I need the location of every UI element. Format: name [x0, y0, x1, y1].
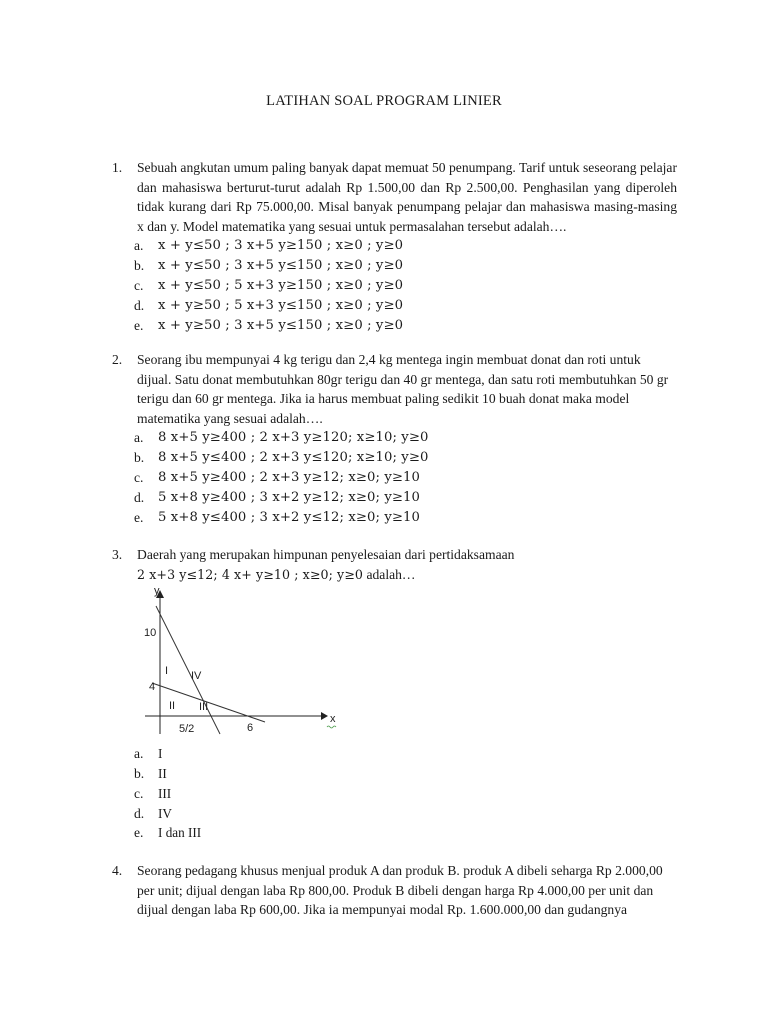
option-b: b. x + y≤50 ; 3 x+5 y≤150 ; x≥0 ; y≥0: [134, 258, 404, 274]
option-c: c. 8 x+5 y≥400 ; 2 x+3 y≥12; x≥0; y≥10: [134, 469, 421, 485]
option-a: a. I: [134, 746, 163, 762]
option-e: e. I dan III: [134, 825, 202, 841]
question-text: Sebuah angkutan umum paling banyak dapat memuat 50 penumpang. Tarif untuk seseorang pelajar dan mahasiswa berturut-turut adalah Rp 1.500,00 dan Rp 2.500,00. Penghasilan yang diperoleh tidak kurang dari Rp 75.000,00. Misal banyak penumpang pelajar dan mahasiswa masing-masing x dan y. Model matematika yang sesuai untuk permasalahan tersebut adalah….: [137, 160, 677, 234]
option-b: b. 8 x+5 y≤400 ; 2 x+3 y≤120; x≥10; y≥0: [134, 450, 429, 466]
option-e: e. 5 x+8 y≤400 ; 3 x+2 y≤12; x≥0; y≥10: [134, 509, 421, 525]
region-IV: IV: [191, 670, 202, 683]
question-2: [112, 350, 677, 527]
option-b: b. II: [134, 765, 167, 781]
option-e: e. x + y≥50 ; 3 x+5 y≤150 ; x≥0 ; y≥0: [134, 317, 404, 333]
x-axis-arrow: [321, 712, 328, 720]
question-text: Seorang ibu mempunyai 4 kg terigu dan 2,4 kg mentega ingin membuat donat dan roti untuk dijual. Satu donat membutuhkan 80gr terigu dan 40 gr mentega, dan satu roti membutuhkan 50 gr terigu dan 60 gr mentega. Jika ia harus membuat paling sedikit 10 buah donat maka model matematika yang sesuai adalah….: [137, 352, 669, 426]
tick-5-2: 5/2: [179, 723, 195, 736]
question-3: [112, 545, 677, 843]
option-d: d. IV: [134, 805, 172, 821]
question-number: 4.: [112, 863, 123, 878]
question-number: 3.: [112, 547, 123, 562]
axis-x-label: x: [330, 713, 336, 726]
question-number: 2.: [112, 352, 123, 367]
option-a: a. x + y≤50 ; 3 x+5 y≥150 ; x≥0 ; y≥0: [134, 238, 404, 254]
question-text: Daerah yang merupakan himpunan penyelesaian dari pertidaksamaan: [137, 547, 515, 562]
inequality-system: 2 x+3 y≤12; 4 x+ y≥10 ; x≥0; y≥0 adalah…: [137, 566, 416, 582]
feasible-region-graph: [141, 586, 356, 746]
option-a: a. 8 x+5 y≥400 ; 2 x+3 y≥120; x≥10; y≥0: [134, 430, 429, 446]
region-II: II: [169, 700, 176, 713]
option-c: c. III: [134, 785, 172, 801]
option-d: d. 5 x+8 y≥400 ; 3 x+2 y≥12; x≥0; y≥10: [134, 489, 421, 505]
tick-10: 10: [144, 627, 157, 640]
option-c: c. x + y≤50 ; 5 x+3 y≥150 ; x≥0 ; y≥0: [134, 277, 404, 293]
question-1: [112, 158, 677, 335]
region-I: I: [165, 665, 169, 678]
spellcheck-squiggle: [327, 726, 336, 728]
question-number: 1.: [112, 160, 123, 175]
axis-y-label: y: [154, 586, 160, 598]
tick-6: 6: [247, 722, 254, 735]
tick-4: 4: [149, 681, 156, 694]
question-4: [112, 861, 677, 920]
region-III: III: [199, 701, 209, 714]
option-d: d. x + y≥50 ; 5 x+3 y≤150 ; x≥0 ; y≥0: [134, 297, 404, 313]
question-text: Seorang pedagang khusus menjual produk A dan produk B. produk A dibeli seharga Rp 2.000,00 per unit; dijual dengan laba Rp 800,00. Produk B dibeli dengan harga Rp 4.000,00 per unit dan dijual dengan laba Rp 600,00. Jika ia mempunyai modal Rp. 1.600.000,00 dan gudangnya: [137, 863, 663, 918]
page-title: LATIHAN SOAL PROGRAM LINIER: [266, 93, 502, 109]
